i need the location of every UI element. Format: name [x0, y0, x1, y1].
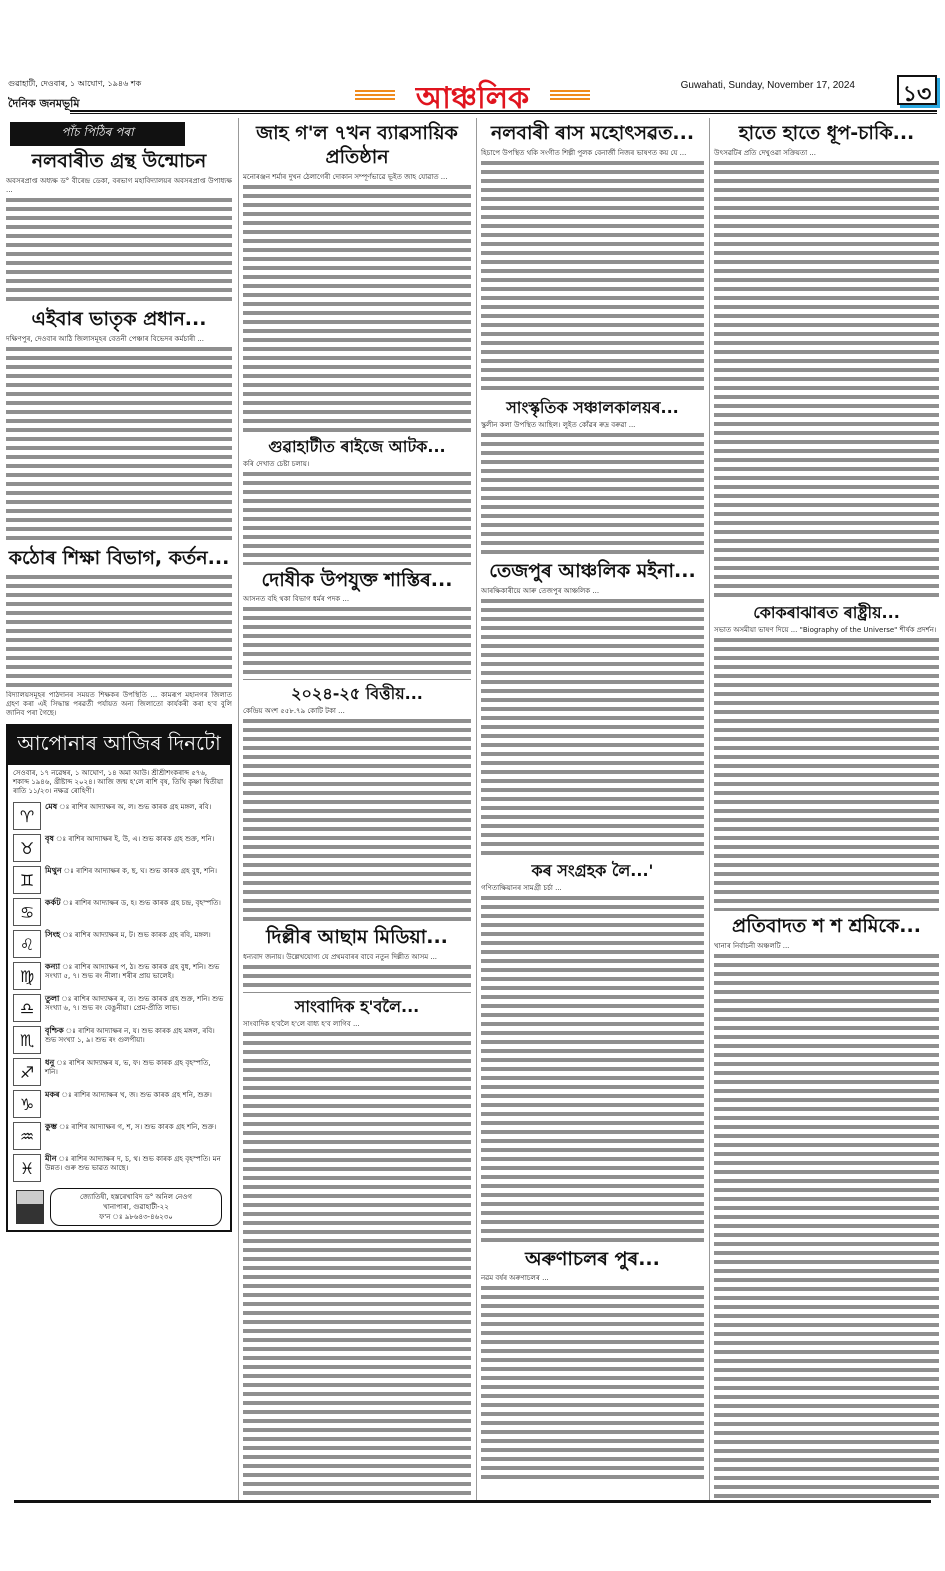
continued-label: পাঁচ পিঠিৰ পৰা	[10, 122, 185, 146]
sign-text: ৰাশিৰ আদ্যাক্ষৰ ম, ট। শুভ কাৰক গ্ৰহ ৰবি, মঙ্গল।	[74, 931, 211, 940]
assamese-date: গুৱাহাটী, দেওবাৰ, ১ আঘোণ, ১৯৪৬ শক	[8, 79, 142, 88]
headline: ২০২৪-২৫ বিত্তীয়...	[291, 684, 423, 704]
article	[481, 122, 704, 394]
zodiac-icon: ♉	[13, 834, 41, 862]
masthead-rule	[70, 110, 937, 114]
headline: অৰুণাচলৰ পুৰ...	[525, 1247, 660, 1270]
article	[6, 308, 232, 543]
text-block	[481, 894, 704, 1244]
text-block	[481, 1284, 704, 1484]
article	[243, 437, 471, 565]
article-body: কৰি দেখাত চেষ্টা চলায়।	[243, 459, 310, 468]
headline: নলবাৰী ৰাস মহোৎসৱত...	[490, 122, 695, 144]
article-body: স্কুলীন কলা উপস্থিত আছিল। লুইত কোঁৱৰ ৰুদ্ৰ বৰুৱা ...	[481, 420, 636, 429]
sign-text: ৰাশিৰ আদ্যাক্ষৰ ৰ, ত। শুভ কাৰক গ্ৰহ শুক্ৰ, শনি। শুভ সংখ্যা ৬, ৭। শুভ ৰং বেঙুনীয়া। প্ৰেম-প্ৰীতি লাভ।	[45, 995, 224, 1013]
article	[243, 122, 471, 433]
horoscope-sign: ♌ সিংহ ঃ ৰাশিৰ আদ্যাক্ষৰ ম, ট। শুভ কাৰক গ্ৰহ ৰবি, মঙ্গল।	[8, 928, 230, 960]
zodiac-icon: ♌	[13, 930, 41, 958]
text-block	[714, 636, 939, 911]
headline: কৰ সংগ্ৰহক লৈ...'	[531, 860, 654, 880]
article-body: গণিতাক্ষিয়ানৰ সামগ্ৰী চৰ্চা ...	[481, 883, 562, 892]
article-body: উৎসৱটিৰ প্ৰতি দেখুওৱা সক্ৰিয়তা ...	[714, 148, 817, 157]
headline: প্ৰতিবাদত শ শ শ্ৰমিকে...	[732, 914, 921, 937]
sign-name: তুলা	[45, 994, 60, 1004]
text-block	[481, 597, 704, 857]
text-block	[6, 345, 232, 543]
article-body: অবসৰপ্ৰাপ্ত অধ্যক্ষ ড° বীৰেন্দ্ৰ ডেকা, বৰভাগ মহাবিদ্যালয়ৰ অবসৰপ্ৰাপ্ত উপাধ্যক্ষ ...	[6, 176, 232, 194]
article-body: সাংবাদিক হ'বলৈ হ'লে বাধ্য হ'ব লাগিব ...	[243, 1020, 360, 1028]
sign-text: ৰাশিৰ আদ্যাক্ষৰ ক, ছ, ঘ। শুভ কাৰক গ্ৰহ বুধ, শনি।	[76, 867, 217, 876]
zodiac-icon: ♑	[13, 1090, 41, 1118]
sign-name: মেষ	[45, 802, 58, 812]
article	[6, 547, 232, 719]
column-2	[238, 118, 471, 1501]
article-body: খানাৰ নিৰ্বাচনী অঞ্চলটি ...	[714, 941, 790, 950]
zodiac-icon: ♒	[13, 1122, 41, 1150]
zodiac-icon: ♍	[13, 962, 41, 990]
article-body: নৱম বৰ্ষৰ অৰুণাচলৰ ...	[481, 1274, 549, 1283]
horoscope-sign: ♍ কন্যা ঃ ৰাশিৰ আদ্যাক্ষৰ প, ঠ। শুভ কাৰক গ্ৰহ বুধ, শনি। শুভ সংখ্যা ৫, ৭। শুভ ৰং নীলা। শৰীৰ প্ৰায় ভালেই।	[8, 960, 230, 992]
horoscope-sign: ♒ কুম্ভ ঃ ৰাশিৰ আদ্যাক্ষৰ গ, শ, স। শুভ কাৰক গ্ৰহ শনি, শুক্ৰ।	[8, 1120, 230, 1152]
article	[481, 861, 704, 1244]
zodiac-icon: ♐	[13, 1058, 41, 1086]
zodiac-icon: ♋	[13, 898, 41, 926]
text-block	[243, 605, 471, 680]
horoscope-sign: ♎ তুলা ঃ ৰাশিৰ আদ্যাক্ষৰ ৰ, ত। শুভ কাৰক গ্ৰহ শুক্ৰ, শনি। শুভ সংখ্যা ৬, ৭। শুভ ৰং বেঙুনীয়া। প্ৰেম-প্ৰীতি লাভ।	[8, 992, 230, 1024]
sign-name: মকৰ	[45, 1090, 60, 1100]
text-block	[481, 159, 704, 394]
horoscope-sign: ♊ মিথুন ঃ ৰাশিৰ আদ্যাক্ষৰ ক, ছ, ঘ। শুভ কাৰক গ্ৰহ বুধ, শনি।	[8, 864, 230, 896]
astrologer-address: খানাপাৰা, গুৱাহাটী-২২	[103, 1203, 169, 1212]
horoscope-sign: ♈ মেষ ঃ ৰাশিৰ আদ্যাক্ষৰ অ, ল। শুভ কাৰক গ্ৰহ মঙ্গল, ৰবি।	[8, 800, 230, 832]
sign-text: ৰাশিৰ আদ্যাক্ষৰ ই, উ, এ। শুভ কাৰক গ্ৰহ শুক্ৰ, শনি।	[68, 835, 215, 844]
article	[481, 560, 704, 857]
horoscope-sign: ♐ ধনু ঃ ৰাশিৰ আদ্যাক্ষৰ য, ভ, ফ। শুভ কাৰক গ্ৰহ বৃহস্পতি, শনি।	[8, 1056, 230, 1088]
headline: এইবাৰ ভাতৃক প্ৰধান...	[31, 307, 207, 330]
zodiac-icon: ♎	[13, 994, 41, 1022]
text-block	[243, 717, 471, 922]
article-body: বিদ্যালয়সমূহৰ পাঠদানৰ সময়ত শিক্ষকৰ উপস্থিতি ... কামৰূপ মহানগৰ জিলাত গ্ৰহণ কৰা এই সিদ্ধান্ত পৰৱৰ্তী পৰ্যায়ত অন্য জিলাতো কাৰ্যকৰী কৰা হ'ব বুলি জানিব পৰা গৈছে।	[6, 691, 232, 718]
headline: দোষীক উপযুক্ত শাস্তিৰ...	[261, 568, 453, 591]
zodiac-icon: ♓	[13, 1154, 41, 1182]
page-number: ১৩	[897, 75, 937, 105]
sign-name: বৃষ	[45, 834, 54, 844]
article-body: কেন্দ্ৰিয় অংশ ৫৫৮.৭৯ কোটি টকা ...	[243, 707, 345, 716]
article	[6, 150, 232, 304]
english-date: Guwahati, Sunday, November 17, 2024	[680, 80, 855, 91]
headline: কঠোৰ শিক্ষা বিভাগ, কৰ্তন...	[8, 546, 230, 569]
sign-text: ৰাশিৰ আদ্যাক্ষৰ অ, ল। শুভ কাৰক গ্ৰহ মঙ্গল, ৰবি।	[71, 803, 212, 812]
article	[243, 926, 471, 993]
article-body: আৰক্ষিকাৰীয়ে আৰু তেজপুৰ আঞ্চলিক ...	[481, 586, 600, 595]
column-1	[6, 118, 232, 1501]
headline: হাতে হাতে ধূপ-চাকি...	[738, 122, 915, 144]
text-block	[6, 573, 232, 691]
horoscope-sign: ♋ কৰ্কট ঃ ৰাশিৰ আদ্যাক্ষৰ ড, হ। শুভ কাৰক গ্ৰহ চন্দ্ৰ, বৃহস্পতি।	[8, 896, 230, 928]
headline: নলবাৰীত গ্ৰন্থ উন্মোচন	[31, 150, 207, 172]
headline: গুৱাহাটীত ৰাইজে আটক...	[268, 436, 446, 456]
sign-text: ৰাশিৰ আদ্যাক্ষৰ গ, শ, স। শুভ কাৰক গ্ৰহ শনি, শুক্ৰ।	[71, 1123, 217, 1132]
article-body: হিচাপে উপস্থিত থকি সংগীত শিল্পী পুলক বেনাৰ্জী নিজৰ ভাষণত কয় যে ...	[481, 148, 687, 157]
sign-text: ৰাশিৰ আদ্যাক্ষৰ দ, চ, থ। শুভ কাৰক গ্ৰহ বৃহস্পতি। মন উন্নত। গুৰু শুভ ভাৱত আছে।	[45, 1155, 221, 1173]
text-block	[243, 963, 471, 993]
column-3	[476, 118, 704, 1501]
article	[714, 603, 939, 911]
text-block	[243, 1030, 471, 1500]
headline: সাংস্কৃতিক সঞ্চালকালয়ৰ...	[506, 397, 679, 417]
zodiac-icon: ♈	[13, 802, 41, 830]
text-block	[243, 470, 471, 565]
horoscope-title: আপোনাৰ আজিৰ দিনটো	[8, 726, 230, 765]
sign-name: কন্যা	[45, 962, 61, 972]
article-body: সভাত অসমীয়া ভাষণ দিয়ে ... "Biography of the Universe" শীৰ্ষক প্ৰদৰ্শন।	[714, 625, 937, 634]
sign-name: মীন	[45, 1154, 57, 1164]
article	[243, 684, 471, 922]
horoscope-sign: ♏ বৃশ্চিক ঃ ৰাশিৰ আদ্যাক্ষৰ ন, য। শুভ কাৰক গ্ৰহ মঙ্গল, ৰবি। শুভ সংখ্যা ১, ৯। শুভ ৰং গুলপীয়া।	[8, 1024, 230, 1056]
section-logo: আঞ্চলিক	[355, 74, 590, 125]
text-block	[243, 183, 471, 433]
sign-name: ধনু	[45, 1058, 55, 1068]
astrologer-photo	[16, 1190, 44, 1224]
article	[714, 122, 939, 599]
sign-name: কৰ্কট	[45, 898, 61, 908]
sign-text: ৰাশিৰ আদ্যাক্ষৰ ন, য। শুভ কাৰক গ্ৰহ মঙ্গল, ৰবি। শুভ সংখ্যা ১, ৯। শুভ ৰং গুলপীয়া।	[45, 1027, 215, 1045]
sign-text: ৰাশিৰ আদ্যাক্ষৰ ড, হ। শুভ কাৰক গ্ৰহ চন্দ্ৰ, বৃহস্পতি।	[75, 899, 221, 908]
sign-name: কুম্ভ	[45, 1122, 57, 1132]
sign-name: মিথুন	[45, 866, 62, 876]
article-body: মনোৰঞ্জন শৰ্মাৰ দুখন ঠেলাগেৰী দোকান সম্পূৰ্ণভাৱে ভূইত জাহ যোৱাত ...	[243, 172, 448, 181]
headline: দিল্লীৰ আছাম মিডিয়া...	[266, 926, 448, 949]
article-body: আসনত বহি থকা বিভাগ ধৰ্মৰ পদক ...	[243, 595, 350, 604]
article	[243, 569, 471, 681]
headline: কোকৰাঝাৰত ৰাষ্ট্ৰীয়...	[753, 602, 900, 622]
text-block	[714, 159, 939, 599]
zodiac-icon: ♏	[13, 1026, 41, 1054]
headline: সাংবাদিক হ'বলৈ...	[294, 997, 420, 1016]
horoscope-sign: ♑ মকৰ ঃ ৰাশিৰ আদ্যাক্ষৰ খ, জ। শুভ কাৰক গ্ৰহ শনি, শুক্ৰ।	[8, 1088, 230, 1120]
horoscope-sign: ♉ বৃষ ঃ ৰাশিৰ আদ্যাক্ষৰ ই, উ, এ। শুভ কাৰক গ্ৰহ শুক্ৰ, শনি।	[8, 832, 230, 864]
zodiac-icon: ♊	[13, 866, 41, 894]
astrologer-phone: ফ'ন ঃ ৯৮৬৪৩-৪৬২৩০	[99, 1213, 173, 1222]
horoscope-intro: সেওবাৰ, ১৭ নৱেম্বৰ, ১ আঘোণ, ১৪ অমা আউ। শ্ৰীশ্ৰীশংকৰাব্দ ৫৭৬, শকাব্দ ১৯৪৬, খ্ৰীষ্টাব্দ ২০২৪। আজি জন্ম হ'লে ৰাশি বৃষ, তিথি কৃষ্ণা দ্বিতীয়া ৰাতি ১১/২৩। নক্ষত্ৰ ৰোহিণী।	[13, 769, 224, 796]
article	[481, 398, 704, 556]
article	[243, 997, 471, 1500]
sign-text: ৰাশিৰ আদ্যাক্ষৰ য, ভ, ফ। শুভ কাৰক গ্ৰহ বৃহস্পতি, শনি।	[45, 1059, 211, 1077]
text-block	[6, 196, 232, 304]
astrologer-contact	[8, 1184, 230, 1230]
horoscope-box	[6, 724, 232, 1232]
sign-text: ৰাশিৰ আদ্যাক্ষৰ খ, জ। শুভ কাৰক গ্ৰহ শনি, শুক্ৰ।	[74, 1091, 212, 1100]
column-4	[709, 118, 939, 1501]
horoscope-sign: ♓ মীন ঃ ৰাশিৰ আদ্যাক্ষৰ দ, চ, থ। শুভ কাৰক গ্ৰহ বৃহস্পতি। মন উন্নত। গুৰু শুভ ভাৱত আছে।	[8, 1152, 230, 1184]
text-block	[714, 952, 939, 1502]
astrologer-name: জ্যোতিষী, হস্তৰেখাবিদ ড° অনিল নেওগ	[80, 1193, 192, 1202]
article-body: ধন্যবাদ জনায়। উল্লেখযোগ্য যে প্ৰথমবাৰৰ বাবে নতুন দিল্লীত আসম ...	[243, 953, 438, 961]
newspaper-name: দৈনিক জনমভূমি	[8, 97, 80, 110]
headline: জাহ গ'ল ৭খন ব্যাৱসায়িক প্ৰতিষ্ঠান	[256, 122, 458, 168]
article	[714, 915, 939, 1501]
page-bottom-rule	[14, 1500, 931, 1503]
sign-name: সিংহ	[45, 930, 61, 940]
text-block	[481, 431, 704, 556]
sign-text: ৰাশিৰ আদ্যাক্ষৰ প, ঠ। শুভ কাৰক গ্ৰহ বুধ, শনি। শুভ সংখ্যা ৫, ৭। শুভ ৰং নীলা। শৰীৰ প্ৰায় ভালেই।	[45, 963, 220, 981]
sign-name: বৃশ্চিক	[45, 1026, 64, 1036]
article	[481, 1248, 704, 1485]
headline: তেজপুৰ আঞ্চলিক মইনা...	[489, 559, 696, 582]
article-body: দক্ষিণপুৰ, দেওবাৰ আঠি জিলাসমূহৰ বেতনী পেঞ্চাৰ বিভেদৰ কৰ্মচাৰী ...	[6, 334, 204, 343]
